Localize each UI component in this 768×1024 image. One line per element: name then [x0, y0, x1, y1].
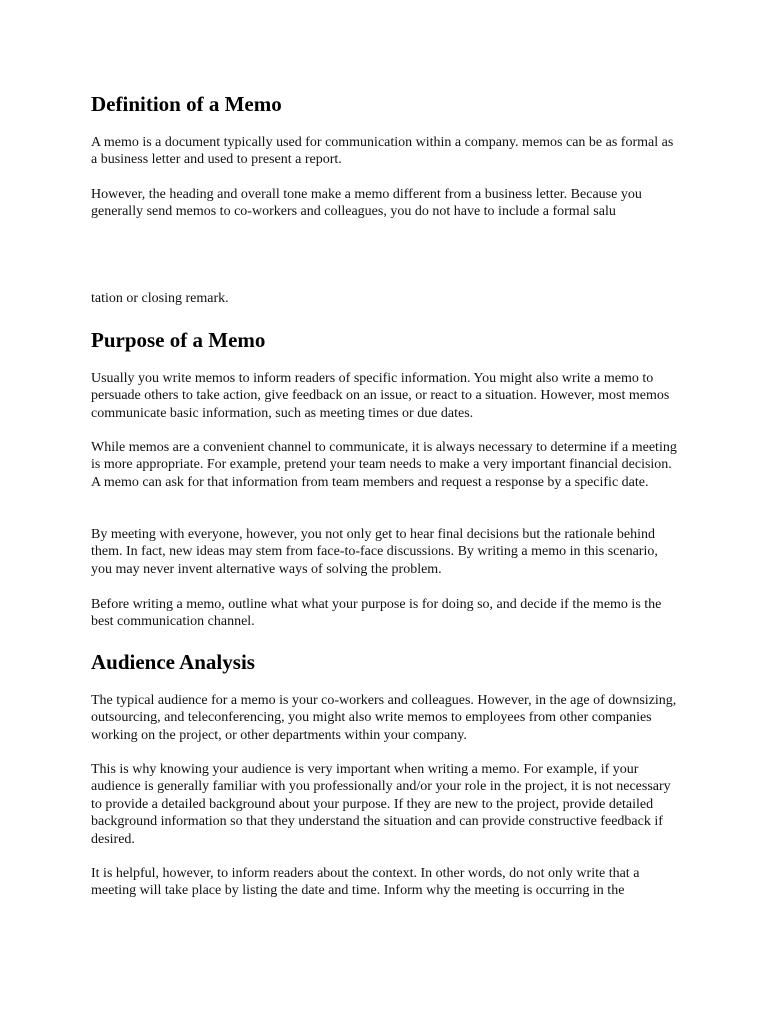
paragraph-purpose-3: By meeting with everyone, however, you not only get to hear final decisions but the rationale behind them. In fact, new ideas may stem from face-to-face discussions. By writing a memo in this scenario, you may never invent alternative ways of solving the problem.: [91, 527, 658, 577]
paragraph-purpose-4: Before writing a memo, outline what what your purpose is for doing so, and decide if the memo is the best communication channel.: [91, 597, 662, 630]
paragraph-purpose-1: Usually you write memos to inform readers of specific information. You might also write a memo to persuade others to take action, give feedback on an issue, or react to a situation. However, most memos communicate basic information, such as meeting times or due dates.: [91, 371, 670, 421]
section-heading-definition: Definition of a Memo: [91, 92, 282, 116]
paragraph-purpose-2: While memos are a convenient channel to communicate, it is always necessary to determine if a meeting is more appropriate. For example, pretend your team needs to make a very important financial decision. A memo can ask for that information from team members and request a response by a specific date.: [91, 440, 677, 490]
paragraph-audience-3: It is helpful, however, to inform readers about the context. In other words, do not only write that a meeting will take place by listing the date and time. Inform why the meeting is occurring in the: [91, 866, 640, 899]
paragraph-audience-1: The typical audience for a memo is your co-workers and colleagues. However, in the age of downsizing, outsourcing, and teleconferencing, you might also write memos to employees from other companies working on the project, or other departments within your company.: [91, 693, 677, 743]
paragraph-definition-2: However, the heading and overall tone make a memo different from a business letter. Because you generally send memos to co-workers and colleagues, you do not have to include a formal salu: [91, 187, 642, 220]
section-heading-purpose: Purpose of a Memo: [91, 328, 266, 352]
paragraph-definition-3: tation or closing remark.: [91, 291, 229, 306]
section-heading-audience: Audience Analysis: [91, 650, 255, 674]
paragraph-audience-2: This is why knowing your audience is very important when writing a memo. For example, if your audience is generally familiar with you professionally and/or your role in the project, it is not necessary to provide a detailed background about your purpose. If they are new to the project, provide detailed background information so that they understand the situation and can provide constructive feedback if desired.: [91, 762, 671, 847]
paragraph-definition-1: A memo is a document typically used for communication within a company. memos can be as formal as a business letter and used to present a report.: [91, 135, 674, 168]
